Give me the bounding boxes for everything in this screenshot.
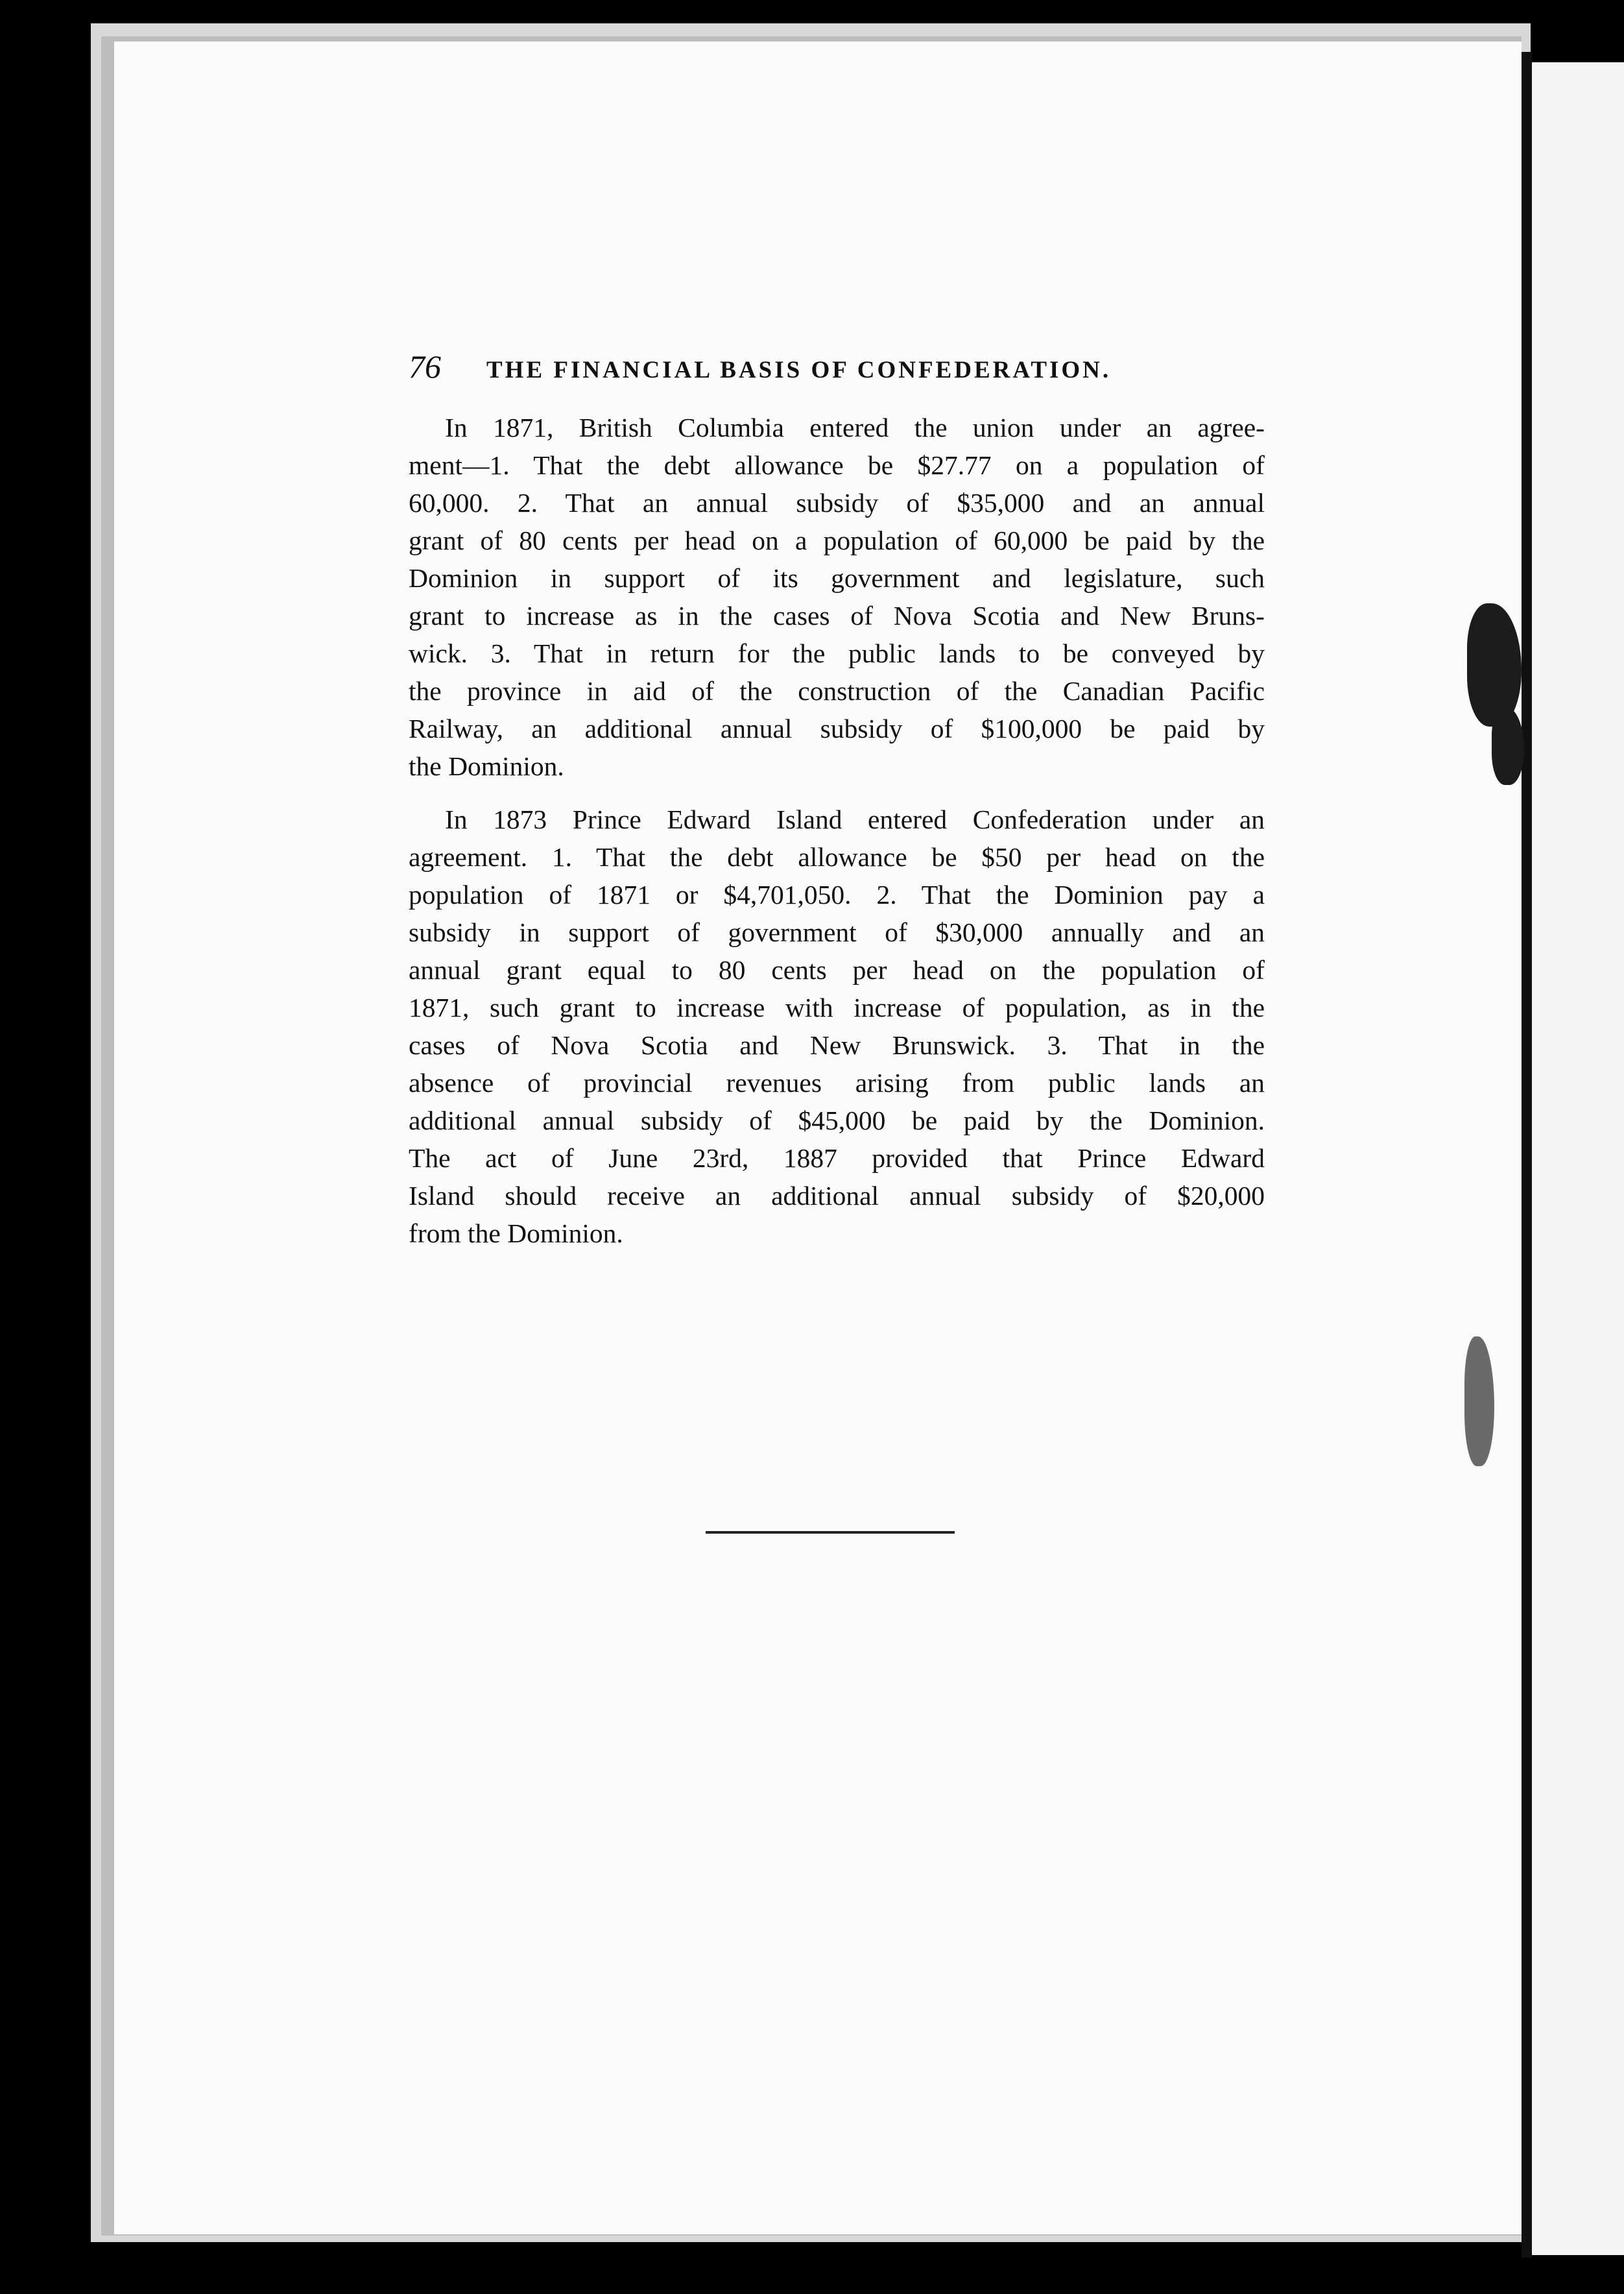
text-line: from the Dominion.	[409, 1218, 623, 1248]
text-line: wick. 3. That in return for the public lands to be conveyed by	[409, 638, 1265, 668]
page-text-block	[409, 348, 1265, 1268]
text-line: grant of 80 cents per head on a population of 60,000 be paid by the	[409, 525, 1265, 555]
text-line: Dominion in support of its government and legislature, such	[409, 563, 1265, 593]
paragraph-british-columbia	[409, 409, 1265, 785]
page-number: 76	[409, 348, 441, 385]
text-line: 1871, such grant to increase with increase of population, as in the	[409, 993, 1265, 1022]
running-title: THE FINANCIAL BASIS OF CONFEDERATION.	[486, 357, 1112, 383]
facing-page-edge	[1532, 62, 1624, 2255]
text-line: the province in aid of the construction of the Canadian Pacific	[409, 676, 1265, 706]
paragraph-prince-edward-island	[409, 801, 1265, 1252]
text-line: In 1871, British Columbia entered the union under an agree-	[445, 413, 1265, 442]
text-line: ment—1. That the debt allowance be $27.77 on a population of	[409, 450, 1265, 480]
text-line: the Dominion.	[409, 751, 564, 781]
section-end-rule	[706, 1531, 955, 1534]
text-line: population of 1871 or $4,701,050. 2. That the Dominion pay a	[409, 880, 1265, 910]
text-line: grant to increase as in the cases of Nova Scotia and New Bruns-	[409, 601, 1265, 631]
text-line: Railway, an additional annual subsidy of $100,000 be paid by	[409, 714, 1265, 743]
text-line: annual grant equal to 80 cents per head on the population of	[409, 955, 1265, 985]
binding-shadow	[1522, 52, 1532, 2258]
text-line: Island should receive an additional annual subsidy of $20,000	[409, 1181, 1265, 1211]
text-line: subsidy in support of government of $30,000 annually and an	[409, 917, 1265, 947]
running-head	[409, 348, 1265, 397]
text-line: additional annual subsidy of $45,000 be paid by the Dominion.	[409, 1105, 1265, 1135]
text-line: absence of provincial revenues arising from public lands an	[409, 1068, 1265, 1098]
text-line: The act of June 23rd, 1887 provided that Prince Edward	[409, 1143, 1265, 1173]
text-line: In 1873 Prince Edward Island entered Confederation under an	[445, 804, 1265, 834]
text-line: cases of Nova Scotia and New Brunswick. 3. That in the	[409, 1030, 1265, 1060]
text-line: 60,000. 2. That an annual subsidy of $35,000 and an annual	[409, 488, 1265, 518]
text-line: agreement. 1. That the debt allowance be $50 per head on the	[409, 842, 1265, 872]
